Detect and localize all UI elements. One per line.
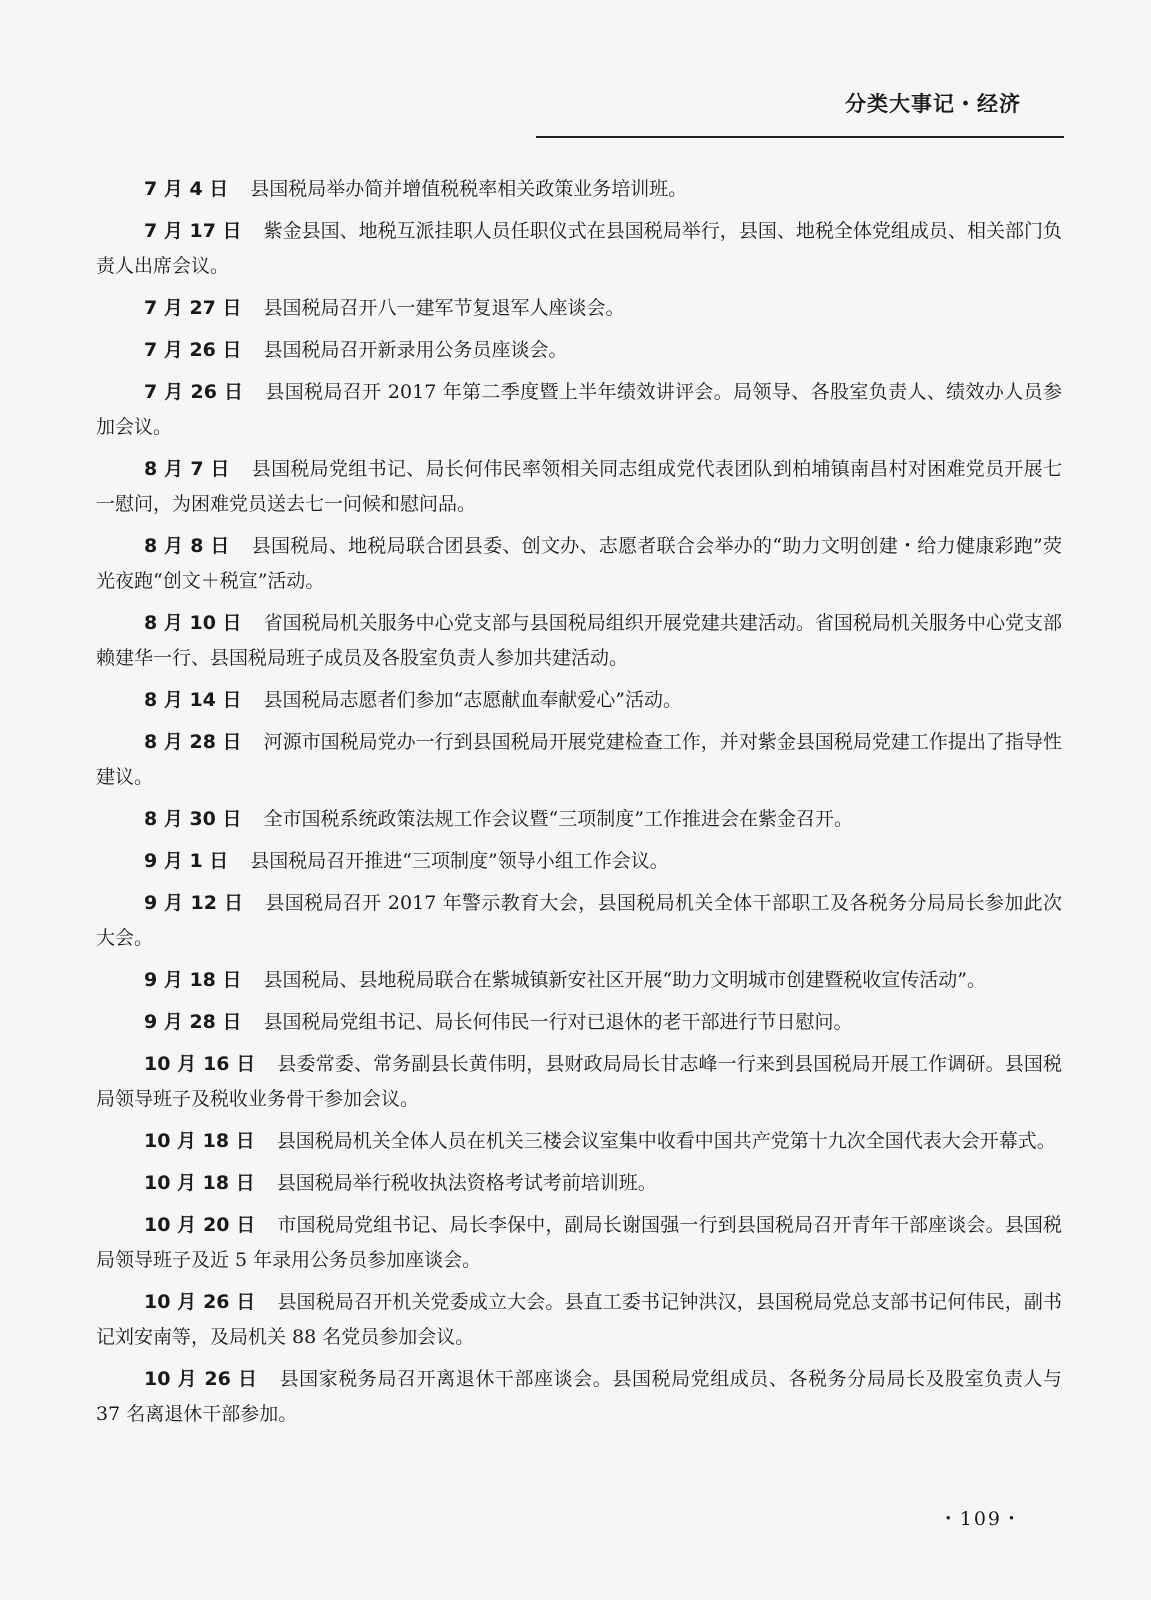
entry-text: 县国税局召开八一建军节复退军人座谈会。 [263,297,625,319]
chronicle-entry [96,1362,1062,1432]
entry-date: 9 月 18 日 [144,969,242,991]
chronicle-entry [96,291,1062,326]
chronicle-entry [96,725,1062,795]
header-rule [536,136,1064,138]
entry-text: 县国税局召开 2017 年警示教育大会，县国税局机关全体干部职工及各税务分局局长参加此次大会。 [96,892,1063,949]
page-number: ・109・ [938,1508,1023,1530]
entry-date: 9 月 28 日 [144,1011,242,1033]
chronicle-entries [96,172,1062,1439]
chronicle-entry [96,172,1062,207]
entry-text: 县国税局机关全体人员在机关三楼会议室集中收看中国共产党第十九次全国代表大会开幕式。 [276,1130,1056,1152]
entry-text: 县国家税务局召开离退休干部座谈会。县国税局党组成员、各税务分局局长及股室负责人与 37 名离退休干部参加。 [96,1368,1062,1425]
chronicle-entry [96,1285,1062,1355]
chronicle-entry [96,1124,1062,1159]
entry-text: 市国税局党组书记、局长李保中，副局长谢国强一行到县国税局召开青年干部座谈会。县国税局领导班子及近 5 年录用公务员参加座谈会。 [96,1214,1062,1271]
chronicle-entry [96,844,1062,879]
entry-text: 县国税局召开机关党委成立大会。县直工委书记钟洪汉，县国税局党总支部书记何伟民，副书记刘安南等，及局机关 88 名党员参加会议。 [96,1291,1062,1348]
entry-date: 10 月 18 日 [144,1130,255,1152]
chronicle-entry [96,333,1062,368]
entry-text: 紫金县国、地税互派挂职人员任职仪式在县国税局举行，县国、地税全体党组成员、相关部门负责人出席会议。 [96,220,1062,277]
entry-text: 全市国税系统政策法规工作会议暨“三项制度”工作推进会在紫金召开。 [263,808,853,830]
entry-text: 河源市国税局党办一行到县国税局开展党建检查工作，并对紫金县国税局党建工作提出了指导性建议。 [96,731,1062,788]
entry-text: 省国税局机关服务中心党支部与县国税局组织开展党建共建活动。省国税局机关服务中心党支部赖建华一行、县国税局班子成员及各股室负责人参加共建活动。 [96,612,1062,669]
entry-text: 县国税局举办简并增值税税率相关政策业务培训班。 [250,178,688,200]
chronicle-entry [96,683,1062,718]
entry-date: 7 月 26 日 [144,339,242,361]
entry-text: 县国税局、县地税局联合在紫城镇新安社区开展“助力文明城市创建暨税收宣传活动”。 [263,969,986,991]
entry-date: 10 月 18 日 [144,1172,255,1194]
chronicle-entry [96,606,1062,676]
entry-date: 9 月 1 日 [144,850,229,872]
entry-text: 县国税局举行税收执法资格考试考前培训班。 [276,1172,657,1194]
chronicle-entry [96,1047,1062,1117]
entry-text: 县国税局召开推进“三项制度”领导小组工作会议。 [250,850,669,872]
entry-text: 县国税局召开新录用公务员座谈会。 [263,339,568,361]
entry-date: 8 月 8 日 [144,535,230,557]
entry-date: 10 月 26 日 [144,1368,258,1390]
chronicle-entry [96,529,1062,599]
entry-date: 8 月 10 日 [144,612,242,634]
chronicle-entry [96,375,1062,445]
entry-date: 7 月 4 日 [144,178,229,200]
entry-text: 县国税局志愿者们参加“志愿献血奉献爱心”活动。 [263,689,682,711]
chronicle-entry [96,1166,1062,1201]
chronicle-entry [96,886,1062,956]
entry-date: 8 月 30 日 [144,808,242,830]
entry-text: 县国税局、地税局联合团县委、创文办、志愿者联合会举办的“助力文明创建・给力健康彩跑”荧光夜跑“创文＋税宣”活动。 [96,535,1062,592]
entry-date: 9 月 12 日 [144,892,244,914]
chronicle-entry [96,452,1062,522]
entry-text: 县国税局召开 2017 年第二季度暨上半年绩效讲评会。局领导、各股室负责人、绩效办人员参加会议。 [96,381,1063,438]
chronicle-entry [96,214,1062,284]
entry-text: 县国税局党组书记、局长何伟民率领相关同志组成党代表团队到柏埔镇南昌村对困难党员开展七一慰问，为困难党员送去七一问候和慰问品。 [96,458,1062,515]
chronicle-entry [96,802,1062,837]
entry-date: 7 月 17 日 [144,220,242,242]
entry-date: 10 月 20 日 [144,1214,256,1236]
entry-text: 县委常委、常务副县长黄伟明，县财政局局长甘志峰一行来到县国税局开展工作调研。县国税局领导班子及税收业务骨干参加会议。 [96,1053,1062,1110]
entry-date: 10 月 16 日 [144,1053,256,1075]
entry-text: 县国税局党组书记、局长何伟民一行对已退休的老干部进行节日慰问。 [263,1011,853,1033]
chronicle-entry [96,1208,1062,1278]
entry-date: 8 月 14 日 [144,689,242,711]
entry-date: 8 月 28 日 [144,731,242,753]
entry-date: 7 月 26 日 [144,381,244,403]
running-header: 分类大事记・经济 [845,92,1021,116]
entry-date: 7 月 27 日 [144,297,242,319]
entry-date: 8 月 7 日 [144,458,230,480]
chronicle-entry [96,1005,1062,1040]
entry-date: 10 月 26 日 [144,1291,256,1313]
chronicle-entry [96,963,1062,998]
